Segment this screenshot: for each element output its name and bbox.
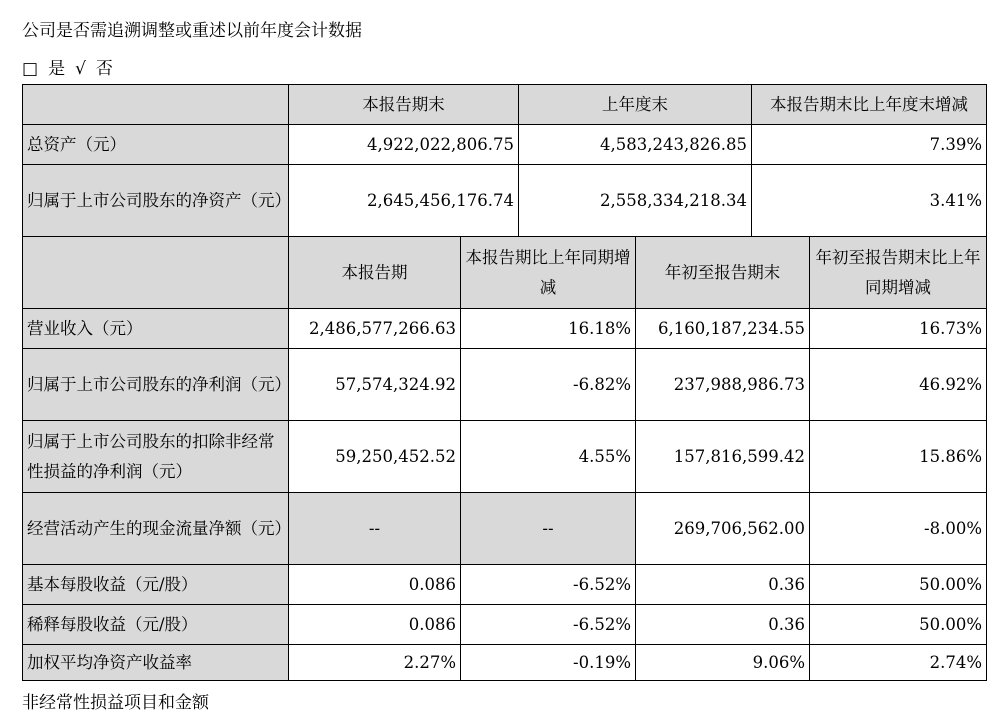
table-row <box>23 565 987 605</box>
cell-value: -- <box>461 493 636 565</box>
cell-value: 3.41% <box>752 165 987 237</box>
cell-value: 2,645,456,176.74 <box>289 165 519 237</box>
table-row <box>23 349 987 421</box>
table-row <box>23 309 987 349</box>
income-statement-table <box>22 236 987 681</box>
cell-value: 157,816,599.42 <box>636 421 810 493</box>
table1-header-col2: 上年度末 <box>519 85 752 125</box>
cell-value: -- <box>289 493 461 565</box>
restatement-options <box>22 54 123 79</box>
cell-value: 7.39% <box>752 125 987 165</box>
cell-value: 0.36 <box>636 605 810 645</box>
table-row <box>23 165 987 237</box>
table-row <box>23 605 987 645</box>
table1-header-col1: 本报告期末 <box>289 85 519 125</box>
row-label: 稀释每股收益（元/股） <box>23 605 289 645</box>
cell-value: 4,922,022,806.75 <box>289 125 519 165</box>
row-label: 经营活动产生的现金流量净额（元） <box>23 493 289 565</box>
cell-value: 9.06% <box>636 645 810 681</box>
table-row <box>23 125 987 165</box>
cell-value: -6.82% <box>461 349 636 421</box>
cell-value: 16.73% <box>810 309 987 349</box>
option-yes-label: 是 <box>48 59 66 79</box>
table2-header-col2: 本报告期比上年同期增减 <box>461 237 636 309</box>
cell-value: -6.52% <box>461 565 636 605</box>
cell-value: 0.086 <box>289 605 461 645</box>
table2-header-col3: 年初至报告期末 <box>636 237 810 309</box>
table1-header-blank <box>23 85 289 125</box>
cell-value: 2,558,334,218.34 <box>519 165 752 237</box>
table-row <box>23 421 987 493</box>
cell-value: 46.92% <box>810 349 987 421</box>
row-label: 总资产（元） <box>23 125 289 165</box>
cell-value: -0.19% <box>461 645 636 681</box>
cell-value: 6,160,187,234.55 <box>636 309 810 349</box>
cell-value: 0.086 <box>289 565 461 605</box>
cell-value: 2,486,577,266.63 <box>289 309 461 349</box>
table-row <box>23 493 987 565</box>
table2-header-blank <box>23 237 289 309</box>
cell-value: 59,250,452.52 <box>289 421 461 493</box>
table2-header-col4: 年初至报告期末比上年同期增减 <box>810 237 987 309</box>
row-label: 营业收入（元） <box>23 309 289 349</box>
table1-header-col3: 本报告期末比上年度末增减 <box>752 85 987 125</box>
cell-value: 4.55% <box>461 421 636 493</box>
cell-value: 2.74% <box>810 645 987 681</box>
cell-value: 237,988,986.73 <box>636 349 810 421</box>
option-no-label: 否 <box>95 59 113 79</box>
table2-header-col1: 本报告期 <box>289 237 461 309</box>
row-label: 加权平均净资产收益率 <box>23 645 289 681</box>
restatement-question: 公司是否需追溯调整或重述以前年度会计数据 <box>22 21 362 41</box>
cell-value: 269,706,562.00 <box>636 493 810 565</box>
row-label: 归属于上市公司股东的净资产（元） <box>23 165 289 237</box>
cell-value: 0.36 <box>636 565 810 605</box>
row-label: 归属于上市公司股东的扣除非经常性损益的净利润（元） <box>23 421 289 493</box>
cell-value: -6.52% <box>461 605 636 645</box>
cell-value: 2.27% <box>289 645 461 681</box>
row-label: 归属于上市公司股东的净利润（元） <box>23 349 289 421</box>
cell-value: 50.00% <box>810 565 987 605</box>
check-mark: √ <box>75 59 86 79</box>
checkbox-yes[interactable]: □ <box>22 59 39 79</box>
table1-header-row <box>23 85 987 125</box>
row-label: 基本每股收益（元/股） <box>23 565 289 605</box>
section-heading: 非经常性损益项目和金额 <box>22 693 209 713</box>
cell-value: 50.00% <box>810 605 987 645</box>
cell-value: 57,574,324.92 <box>289 349 461 421</box>
balance-sheet-table <box>22 84 987 237</box>
table-row <box>23 645 987 681</box>
cell-value: 15.86% <box>810 421 987 493</box>
cell-value: 4,583,243,826.85 <box>519 125 752 165</box>
cell-value: 16.18% <box>461 309 636 349</box>
table2-header-row <box>23 237 987 309</box>
cell-value: -8.00% <box>810 493 987 565</box>
